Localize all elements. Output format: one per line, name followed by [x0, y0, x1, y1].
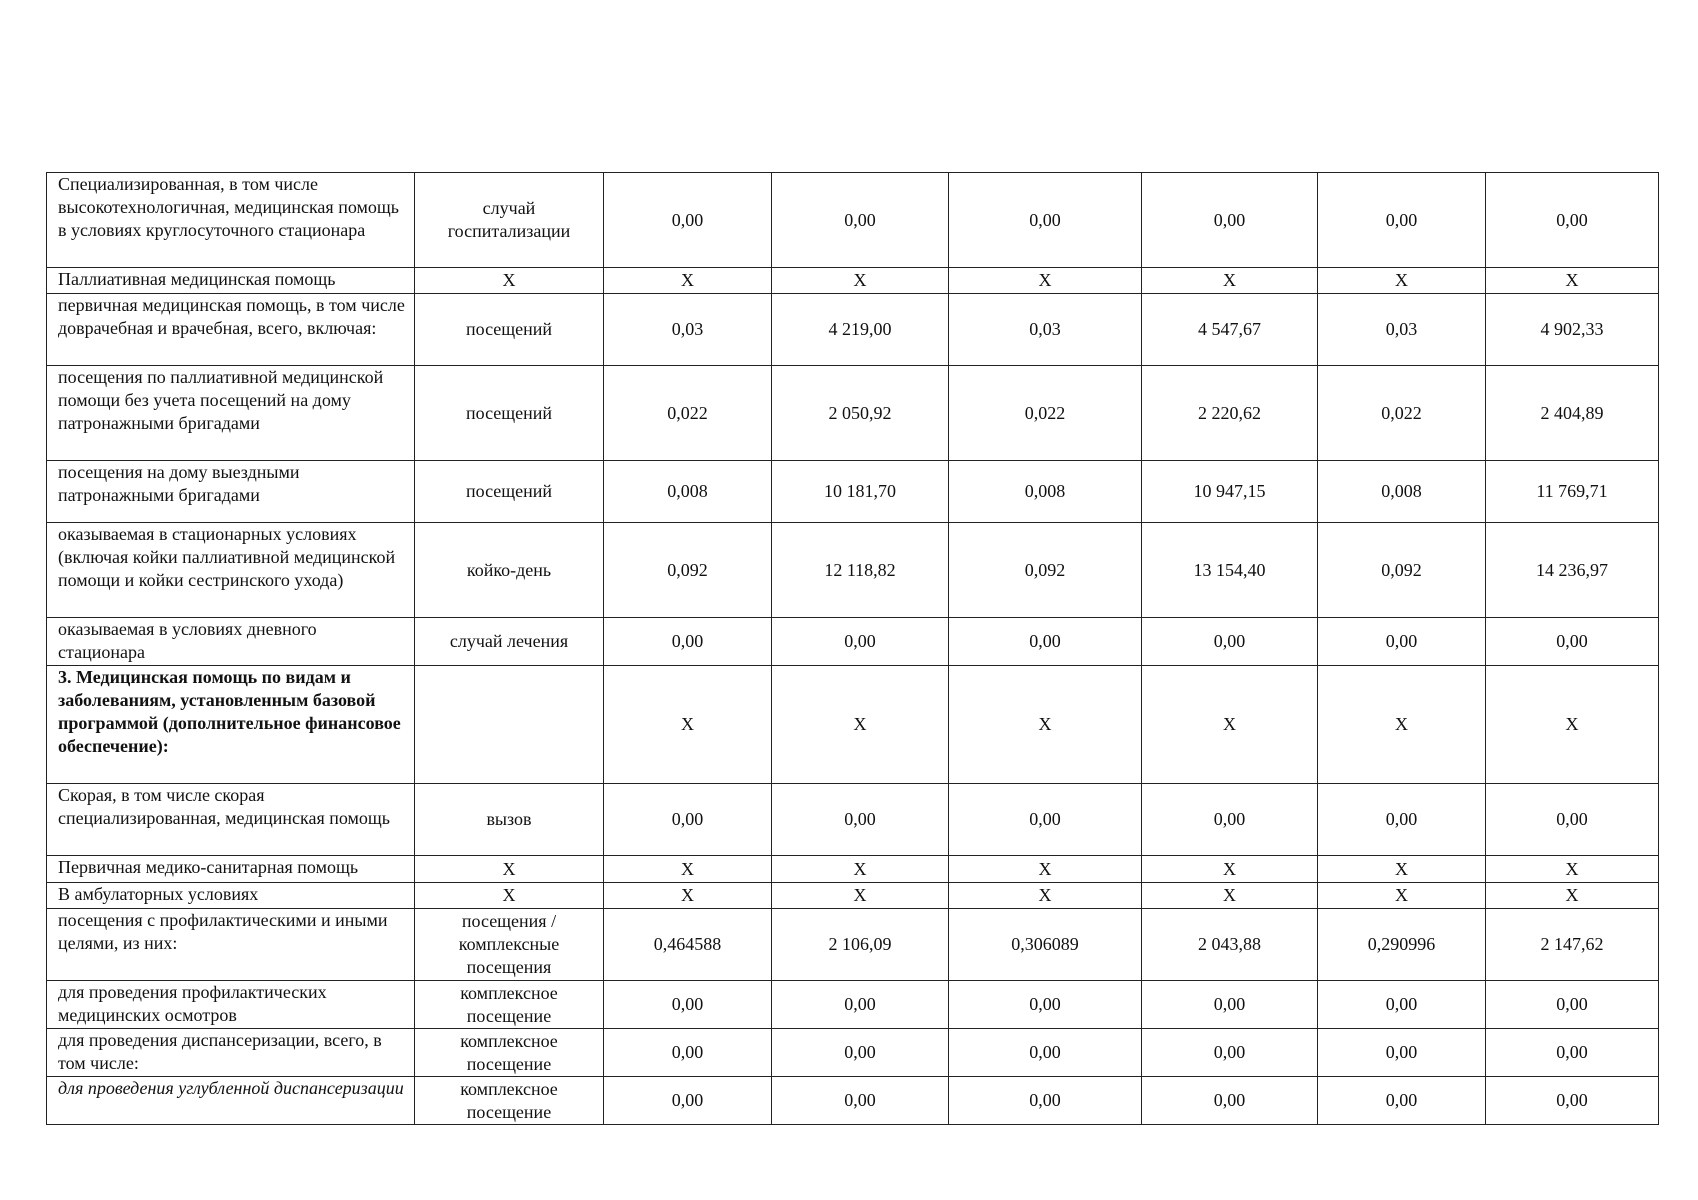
value-cell: X — [949, 883, 1142, 909]
value-cell: X — [1142, 666, 1318, 784]
value-cell: X — [1486, 268, 1659, 294]
table-row — [47, 883, 1659, 909]
value-cell: X — [604, 268, 772, 294]
value-cell: 0,00 — [949, 173, 1142, 268]
value-cell: X — [772, 883, 949, 909]
value-cell: 0,00 — [1318, 784, 1486, 856]
value-cell: 4 547,67 — [1142, 294, 1318, 366]
value-cell: 0,00 — [604, 981, 772, 1029]
row-name: первичная медицинская помощь, в том числе доврачебная и врачебная, всего, включая: — [47, 294, 415, 366]
table-row — [47, 856, 1659, 883]
row-name: В амбулаторных условиях — [47, 883, 415, 909]
value-cell: 13 154,40 — [1142, 523, 1318, 618]
unit-cell: случай лечения — [415, 618, 604, 666]
value-cell: 0,00 — [604, 1077, 772, 1125]
value-cell: 0,00 — [1318, 1029, 1486, 1077]
value-cell: 0,00 — [604, 173, 772, 268]
row-name: Скорая, в том числе скорая специализированная, медицинская помощь — [47, 784, 415, 856]
value-cell: 0,00 — [1142, 1077, 1318, 1125]
value-cell: 14 236,97 — [1486, 523, 1659, 618]
value-cell: 0,00 — [1142, 618, 1318, 666]
table-row — [47, 909, 1659, 981]
value-cell: 0,00 — [949, 981, 1142, 1029]
row-name: Специализированная, в том числе высокотехнологичная, медицинская помощь в условиях круглосуточного стационара — [47, 173, 415, 268]
value-cell: 0,008 — [949, 461, 1142, 523]
value-cell: X — [1486, 666, 1659, 784]
value-cell: 0,00 — [1486, 981, 1659, 1029]
value-cell: X — [949, 666, 1142, 784]
value-cell: 0,00 — [1486, 1077, 1659, 1125]
value-cell: 0,00 — [1142, 173, 1318, 268]
value-cell: 0,022 — [949, 366, 1142, 461]
value-cell: X — [1486, 883, 1659, 909]
table-row — [47, 173, 1659, 268]
unit-cell: X — [415, 883, 604, 909]
value-cell: 0,290996 — [1318, 909, 1486, 981]
value-cell: 2 147,62 — [1486, 909, 1659, 981]
value-cell: X — [1318, 883, 1486, 909]
table-row — [47, 294, 1659, 366]
value-cell: X — [1142, 856, 1318, 883]
value-cell: 10 181,70 — [772, 461, 949, 523]
value-cell: 0,00 — [772, 784, 949, 856]
value-cell: 0,00 — [772, 173, 949, 268]
table-row — [47, 618, 1659, 666]
value-cell: X — [1142, 883, 1318, 909]
value-cell: 2 050,92 — [772, 366, 949, 461]
value-cell: 0,022 — [604, 366, 772, 461]
value-cell: X — [1318, 666, 1486, 784]
value-cell: 2 106,09 — [772, 909, 949, 981]
value-cell: X — [604, 856, 772, 883]
unit-cell: комплексное посещение — [415, 1029, 604, 1077]
unit-cell: посещений — [415, 366, 604, 461]
value-cell: X — [949, 268, 1142, 294]
value-cell: 0,008 — [604, 461, 772, 523]
value-cell: 0,00 — [772, 618, 949, 666]
value-cell: 0,022 — [1318, 366, 1486, 461]
unit-cell: комплексное посещение — [415, 981, 604, 1029]
row-name: 3. Медицинская помощь по видам и заболеваниям, установленным базовой программой (дополнительное финансовое обеспечение): — [47, 666, 415, 784]
value-cell: 0,00 — [949, 1029, 1142, 1077]
value-cell: 0,00 — [772, 1029, 949, 1077]
value-cell: X — [1486, 856, 1659, 883]
table-body — [47, 173, 1659, 1125]
value-cell: 0,03 — [1318, 294, 1486, 366]
value-cell: 10 947,15 — [1142, 461, 1318, 523]
unit-cell: посещения / комплексные посещения — [415, 909, 604, 981]
row-name: Паллиативная медицинская помощь — [47, 268, 415, 294]
table-row — [47, 1077, 1659, 1125]
table-row — [47, 523, 1659, 618]
value-cell: 0,00 — [772, 1077, 949, 1125]
value-cell: 0,00 — [1318, 981, 1486, 1029]
value-cell: 2 220,62 — [1142, 366, 1318, 461]
table-row — [47, 666, 1659, 784]
value-cell: 0,00 — [1142, 1029, 1318, 1077]
value-cell: 4 902,33 — [1486, 294, 1659, 366]
value-cell: 12 118,82 — [772, 523, 949, 618]
row-name: оказываемая в стационарных условиях (включая койки паллиативной медицинской помощи и койки сестринского ухода) — [47, 523, 415, 618]
value-cell: 2 043,88 — [1142, 909, 1318, 981]
value-cell: 2 404,89 — [1486, 366, 1659, 461]
value-cell: 0,464588 — [604, 909, 772, 981]
unit-cell: случай госпитализации — [415, 173, 604, 268]
value-cell: 0,00 — [1142, 981, 1318, 1029]
table-row — [47, 784, 1659, 856]
value-cell: 0,00 — [1318, 173, 1486, 268]
value-cell: 0,092 — [1318, 523, 1486, 618]
value-cell: X — [604, 883, 772, 909]
value-cell: 11 769,71 — [1486, 461, 1659, 523]
value-cell: X — [772, 666, 949, 784]
value-cell: 0,00 — [1142, 784, 1318, 856]
unit-cell: посещений — [415, 461, 604, 523]
value-cell: 0,00 — [949, 618, 1142, 666]
value-cell: X — [604, 666, 772, 784]
table-row — [47, 366, 1659, 461]
value-cell: 0,008 — [1318, 461, 1486, 523]
value-cell: X — [1142, 268, 1318, 294]
value-cell: 4 219,00 — [772, 294, 949, 366]
value-cell: 0,00 — [949, 1077, 1142, 1125]
value-cell: 0,00 — [604, 1029, 772, 1077]
value-cell: 0,03 — [604, 294, 772, 366]
table-row — [47, 1029, 1659, 1077]
value-cell: 0,092 — [949, 523, 1142, 618]
value-cell: X — [772, 856, 949, 883]
row-name: для проведения диспансеризации, всего, в том числе: — [47, 1029, 415, 1077]
table-row — [47, 461, 1659, 523]
row-name: для проведения профилактических медицинских осмотров — [47, 981, 415, 1029]
value-cell: 0,00 — [604, 784, 772, 856]
table-row — [47, 268, 1659, 294]
value-cell: 0,00 — [772, 981, 949, 1029]
row-name: оказываемая в условиях дневного стационара — [47, 618, 415, 666]
unit-cell: X — [415, 268, 604, 294]
unit-cell: комплексное посещение — [415, 1077, 604, 1125]
value-cell: 0,306089 — [949, 909, 1142, 981]
row-name: посещения по паллиативной медицинской помощи без учета посещений на дому патронажными бригадами — [47, 366, 415, 461]
unit-cell: посещений — [415, 294, 604, 366]
value-cell: 0,00 — [949, 784, 1142, 856]
row-name: для проведения углубленной диспансеризации — [47, 1077, 415, 1125]
value-cell: 0,03 — [949, 294, 1142, 366]
row-name: посещения на дому выездными патронажными бригадами — [47, 461, 415, 523]
row-name: Первичная медико-санитарная помощь — [47, 856, 415, 883]
value-cell: X — [949, 856, 1142, 883]
unit-cell: койко-день — [415, 523, 604, 618]
value-cell: 0,00 — [1486, 618, 1659, 666]
value-cell: 0,00 — [1486, 1029, 1659, 1077]
value-cell: X — [1318, 268, 1486, 294]
row-name: посещения с профилактическими и иными целями, из них: — [47, 909, 415, 981]
value-cell: 0,00 — [1318, 1077, 1486, 1125]
table-row — [47, 981, 1659, 1029]
value-cell: 0,00 — [1486, 173, 1659, 268]
value-cell: X — [1318, 856, 1486, 883]
unit-cell: X — [415, 856, 604, 883]
unit-cell: вызов — [415, 784, 604, 856]
unit-cell — [415, 666, 604, 784]
value-cell: X — [772, 268, 949, 294]
value-cell: 0,092 — [604, 523, 772, 618]
value-cell: 0,00 — [1318, 618, 1486, 666]
data-table — [46, 172, 1659, 1125]
value-cell: 0,00 — [1486, 784, 1659, 856]
value-cell: 0,00 — [604, 618, 772, 666]
